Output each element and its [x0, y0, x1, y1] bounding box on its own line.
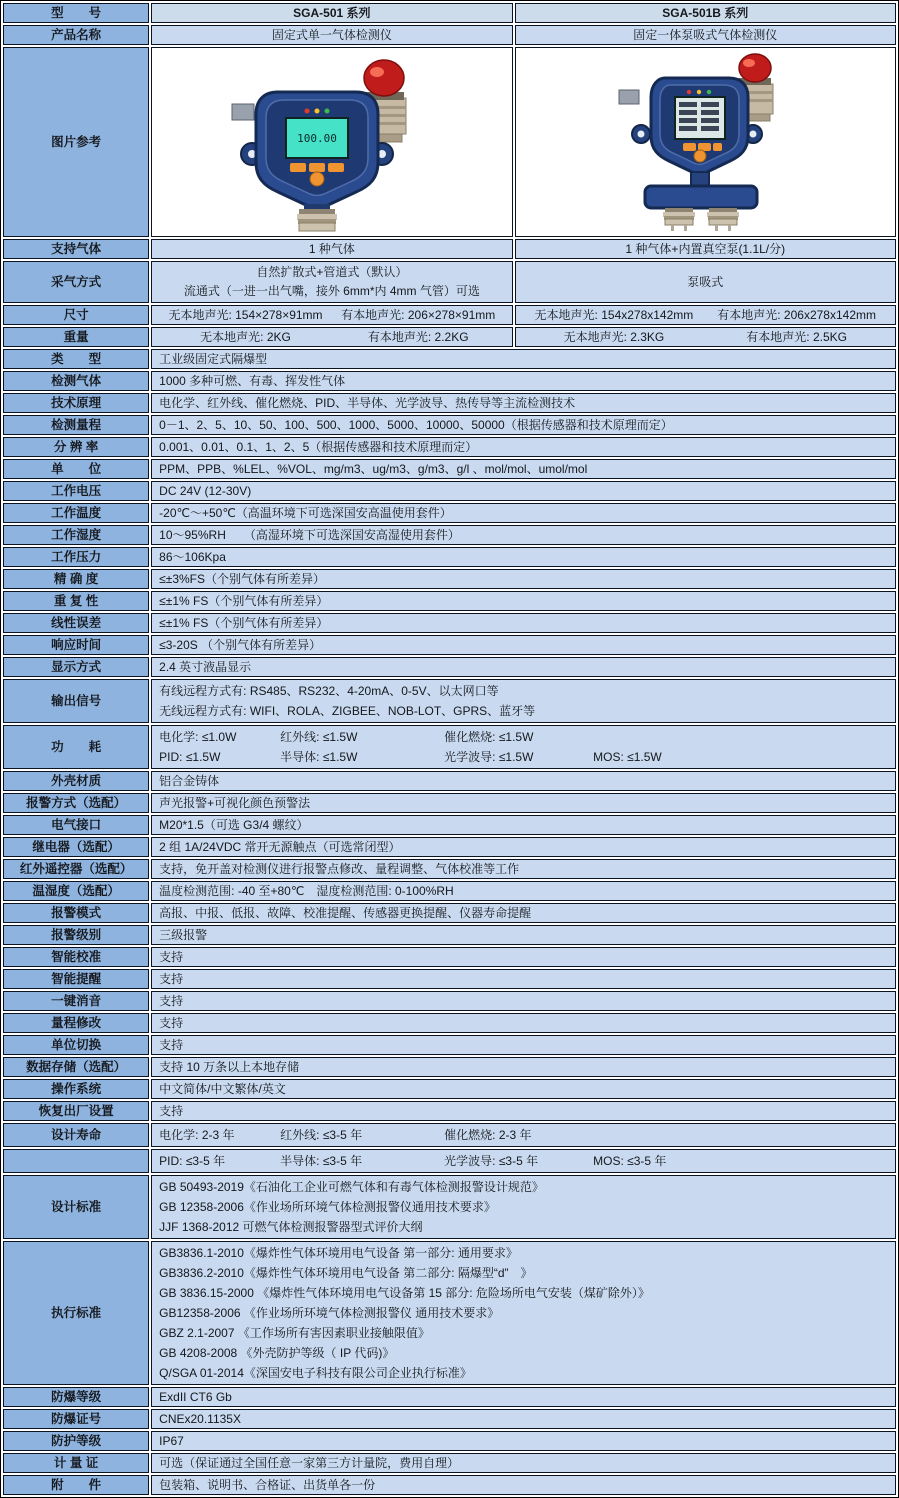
item-design-life-1-0-2: 催化燃烧: 2-3 年	[444, 1128, 532, 1142]
row-label-work-humidity: 工作湿度	[3, 525, 149, 545]
row-label-alarm-method: 报警方式（选配）	[3, 793, 149, 813]
row-label-model: 型 号	[3, 3, 149, 23]
row-label-explosion-proof-grade: 防爆等级	[3, 1387, 149, 1407]
cell-product-name-0: 固定式单一气体检测仪	[151, 25, 512, 45]
cell-design-standards	[151, 1175, 896, 1239]
cell-alarm-levels: 三级报警	[151, 925, 896, 945]
row-label-units: 单 位	[3, 459, 149, 479]
item-power-consumption-1-2: 光学波导: ≤1.5W	[444, 750, 534, 764]
row-label-output-signal: 输出信号	[3, 679, 149, 723]
cell-alarm-method: 声光报警+可视化颜色预警法	[151, 793, 896, 813]
cell-factory-reset: 支持	[151, 1101, 896, 1121]
row-label-protection-grade: 防护等级	[3, 1431, 149, 1451]
line-execution-standards-0: GB3836.1-2010《爆炸性气体环境用电气设备 第一部分: 通用要求》	[159, 1246, 518, 1260]
row-label-electrical-interface: 电气接口	[3, 815, 149, 835]
row-label-metrology-cert: 计 量 证	[3, 1453, 149, 1473]
row-label-smart-calibration: 智能校准	[3, 947, 149, 967]
row-label-weight: 重量	[3, 327, 149, 347]
item-dimensions-0-0: 无本地声光: 154×278×91mm	[168, 308, 323, 322]
conduit-entry	[232, 104, 254, 120]
item-design-life-2-0-3: MOS: ≤3-5 年	[593, 1154, 667, 1168]
status-leds	[304, 109, 329, 114]
row-label-relay: 继电器（选配）	[3, 837, 149, 857]
row-label-range-modify: 量程修改	[3, 1013, 149, 1033]
row-label-housing: 外壳材质	[3, 771, 149, 791]
item-weight-0-0: 无本地声光: 2KG	[200, 330, 291, 344]
row-label-range: 检测量程	[3, 415, 149, 435]
cell-dimensions-1	[515, 305, 896, 325]
line-sampling-method-1: 流通式（一进一出气嘴，接外 6mm*内 4mm 气管）可选	[183, 284, 480, 298]
sensor-head	[297, 204, 337, 231]
row-label-accuracy: 精 确 度	[3, 569, 149, 589]
line-execution-standards-2: GB 3836.15-2000 《爆炸性气体环境用电气设备第 15 部分: 危险场所电气安装（煤矿除外）》	[159, 1286, 650, 1300]
cell-repeatability: ≤±1% FS（个别气体有所差异）	[151, 591, 896, 611]
line-sampling-method-0: 自然扩散式+管道式（默认）	[256, 265, 408, 279]
row-label-ir-remote: 红外遥控器（选配）	[3, 859, 149, 879]
item-power-consumption-0-3	[593, 727, 888, 747]
cell-principle: 电化学、红外线、催化燃烧、PID、半导体、光学波导、热传导等主流检测技术	[151, 393, 896, 413]
product-photo-sga501	[212, 48, 452, 232]
cell-explosion-proof-cert: CNEx20.1135X	[151, 1409, 896, 1429]
line-execution-standards-3: GB12358-2006 《作业场所环境气体检测报警仪 通用技术要求》	[159, 1306, 500, 1320]
row-label-work-pressure: 工作压力	[3, 547, 149, 567]
row-label-one-key-mute: 一键消音	[3, 991, 149, 1011]
item-design-life-2-0-1: 半导体: ≤3-5 年	[280, 1154, 363, 1168]
cell-metrology-cert: 可选（保证通过全国任意一家第三方计量院，费用自理）	[151, 1453, 896, 1473]
item-power-consumption-0-2: 催化燃烧: ≤1.5W	[444, 730, 534, 744]
cell-data-storage: 支持 10 万条以上本地存储	[151, 1057, 896, 1077]
cell-model-1: SGA-501B 系列	[515, 3, 896, 23]
cell-linearity: ≤±1% FS（个别气体有所差异）	[151, 613, 896, 633]
row-label-product-name: 产品名称	[3, 25, 149, 45]
cell-output-signal	[151, 679, 896, 723]
screen-reading: 100.00	[296, 132, 337, 145]
item-design-life-2-0-0: PID: ≤3-5 年	[159, 1154, 226, 1168]
cell-resolution: 0.001、0.01、0.1、1、2、5（根据传感器和技术原理而定）	[151, 437, 896, 457]
item-dimensions-0-1: 有本地声光: 206×278×91mm	[341, 308, 496, 322]
row-label-alarm-modes: 报警模式	[3, 903, 149, 923]
cell-work-pressure: 86～106Kpa	[151, 547, 896, 567]
row-label-type: 类 型	[3, 349, 149, 369]
cell-design-life-1	[151, 1123, 896, 1147]
cell-relay: 2 组 1A/24VDC 常开无源触点（可选常闭型）	[151, 837, 896, 857]
row-label-design-life-2	[3, 1149, 149, 1173]
cell-design-life-2	[151, 1149, 896, 1173]
cell-temp-humidity-opt: 温度检测范围: -40 至+80℃ 湿度检测范围: 0-100%RH	[151, 881, 896, 901]
row-label-design-life-1: 设计寿命	[3, 1123, 149, 1147]
cell-weight-0	[151, 327, 512, 347]
line-design-standards-0: GB 50493-2019《石油化工企业可燃气体和有毒气体检测报警设计规范》	[159, 1180, 544, 1194]
cell-unit-switch: 支持	[151, 1035, 896, 1055]
cell-sampling-method-a	[151, 261, 512, 303]
item-power-consumption-1-3: MOS: ≤1.5W	[593, 750, 662, 764]
row-label-smart-reminder: 智能提醒	[3, 969, 149, 989]
cell-product-name-1: 固定一体泵吸式气体检测仪	[515, 25, 896, 45]
cell-ir-remote: 支持，免开盖对检测仪进行报警点修改、量程调整、气体校准等工作	[151, 859, 896, 879]
item-weight-1-0: 无本地声光: 2.3KG	[563, 330, 665, 344]
row-label-product-image: 图片参考	[3, 47, 149, 237]
row-label-sampling-method: 采气方式	[3, 261, 149, 303]
cell-units: PPM、PPB、%LEL、%VOL、mg/m3、ug/m3、g/m3、g/l 、mol/mol、umol/mol	[151, 459, 896, 479]
row-label-power-consumption: 功 耗	[3, 725, 149, 769]
cell-voltage: DC 24V (12-30V)	[151, 481, 896, 501]
cell-sampling-method-b: 泵吸式	[515, 261, 896, 303]
row-label-design-standards: 设计标准	[3, 1175, 149, 1239]
product-photo-sga501b	[585, 48, 825, 232]
cell-display: 2.4 英寸液晶显示	[151, 657, 896, 677]
cell-power-consumption	[151, 725, 896, 769]
line-execution-standards-4: GBZ 2.1-2007 《工作场所有害因素职业接触限值》	[159, 1326, 430, 1340]
cell-housing: 铝合金铸体	[151, 771, 896, 791]
row-label-dimensions: 尺寸	[3, 305, 149, 325]
cell-type: 工业级固定式隔爆型	[151, 349, 896, 369]
cell-dimensions-0	[151, 305, 512, 325]
cell-electrical-interface: M20*1.5（可选 G3/4 螺纹）	[151, 815, 896, 835]
item-dimensions-1-0: 无本地声光: 154x278x142mm	[534, 308, 694, 322]
cell-supported-gas-0: 1 种气体	[151, 239, 512, 259]
item-weight-1-1: 有本地声光: 2.5KG	[746, 330, 847, 344]
cell-range-modify: 支持	[151, 1013, 896, 1033]
cell-accessories: 包装箱、说明书、合格证、出货单各一份	[151, 1475, 896, 1495]
row-label-explosion-proof-cert: 防爆证号	[3, 1409, 149, 1429]
cell-smart-reminder: 支持	[151, 969, 896, 989]
line-execution-standards-6: Q/SGA 01-2014《深国安电子科技有限公司企业执行标准》	[159, 1366, 472, 1380]
line-design-standards-2: JJF 1368-2012 可燃气体检测报警器型式评价大纲	[159, 1220, 423, 1234]
row-label-factory-reset: 恢复出厂设置	[3, 1101, 149, 1121]
row-label-temp-humidity-opt: 温湿度（选配）	[3, 881, 149, 901]
cell-weight-1	[515, 327, 896, 347]
row-label-resolution: 分 辨 率	[3, 437, 149, 457]
item-weight-0-1: 有本地声光: 2.2KG	[367, 330, 469, 344]
cell-product-image-b	[515, 47, 896, 237]
item-design-life-1-0-1: 红外线: ≤3-5 年	[280, 1128, 363, 1142]
item-dimensions-1-1: 有本地声光: 206x278x142mm	[717, 308, 876, 322]
row-label-detect-gas: 检测气体	[3, 371, 149, 391]
line-output-signal-1: 无线远程方式有: WIFI、ROLA、ZIGBEE、NOB-LOT、GPRS、蓝牙等	[159, 704, 536, 718]
line-output-signal-0: 有线远程方式有: RS485、RS232、4-20mA、0-5V、以太网口等	[159, 684, 499, 698]
cell-response-time: ≤3-20S （个别气体有所差异）	[151, 635, 896, 655]
cell-work-humidity: 10～95%RH （高湿环境下可选深国安高湿使用套件）	[151, 525, 896, 545]
item-design-life-1-0-3	[593, 1125, 888, 1145]
row-label-linearity: 线性误差	[3, 613, 149, 633]
row-label-voltage: 工作电压	[3, 481, 149, 501]
row-label-display: 显示方式	[3, 657, 149, 677]
cell-supported-gas-1: 1 种气体+内置真空泵(1.1L/分)	[515, 239, 896, 259]
cell-execution-standards	[151, 1241, 896, 1385]
row-label-supported-gas: 支持气体	[3, 239, 149, 259]
row-label-repeatability: 重 复 性	[3, 591, 149, 611]
cell-detect-gas: 1000 多种可燃、有毒、挥发性气体	[151, 371, 896, 391]
item-power-consumption-0-0: 电化学: ≤1.0W	[159, 730, 237, 744]
cell-product-image-a	[151, 47, 512, 237]
sensor-head-left	[663, 208, 695, 231]
cell-protection-grade: IP67	[151, 1431, 896, 1451]
cell-accuracy: ≤±3%FS（个别气体有所差异）	[151, 569, 896, 589]
status-leds	[687, 90, 711, 94]
item-power-consumption-1-1: 半导体: ≤1.5W	[280, 750, 358, 764]
row-label-accessories: 附 件	[3, 1475, 149, 1495]
item-design-life-2-0-2: 光学波导: ≤3-5 年	[444, 1154, 539, 1168]
item-power-consumption-1-0: PID: ≤1.5W	[159, 750, 221, 764]
row-label-unit-switch: 单位切换	[3, 1035, 149, 1055]
cell-one-key-mute: 支持	[151, 991, 896, 1011]
conduit-entry	[619, 90, 639, 104]
pump-base	[645, 186, 757, 208]
cell-range: 0－1、2、5、10、50、100、500、1000、5000、10000、50000（根据传感器和技术原理而定）	[151, 415, 896, 435]
row-label-os: 操作系统	[3, 1079, 149, 1099]
line-design-standards-1: GB 12358-2006《作业场所环境气体检测报警仪通用技术要求》	[159, 1200, 496, 1214]
row-label-work-temp: 工作温度	[3, 503, 149, 523]
cell-os: 中文简体/中文繁体/英文	[151, 1079, 896, 1099]
cell-explosion-proof-grade: ExdII CT6 Gb	[151, 1387, 896, 1407]
cell-alarm-modes: 高报、中报、低报、故障、校准提醒、传感器更换提醒、仪器寿命提醒	[151, 903, 896, 923]
row-label-data-storage: 数据存储（选配）	[3, 1057, 149, 1077]
row-label-response-time: 响应时间	[3, 635, 149, 655]
item-power-consumption-0-1: 红外线: ≤1.5W	[280, 730, 358, 744]
cell-model-0: SGA-501 系列	[151, 3, 512, 23]
line-execution-standards-5: GB 4208-2008 《外壳防护等级（ IP 代码)》	[159, 1346, 395, 1360]
row-label-principle: 技术原理	[3, 393, 149, 413]
cell-smart-calibration: 支持	[151, 947, 896, 967]
row-label-alarm-levels: 报警级别	[3, 925, 149, 945]
item-design-life-1-0-0: 电化学: 2-3 年	[159, 1128, 235, 1142]
row-label-execution-standards: 执行标准	[3, 1241, 149, 1385]
cell-work-temp: -20℃～+50℃（高温环境下可选深国安高温使用套件）	[151, 503, 896, 523]
line-execution-standards-1: GB3836.2-2010《爆炸性气体环境用电气设备 第二部分: 隔爆型“d” 》	[159, 1266, 533, 1280]
sensor-head-right	[707, 208, 739, 231]
